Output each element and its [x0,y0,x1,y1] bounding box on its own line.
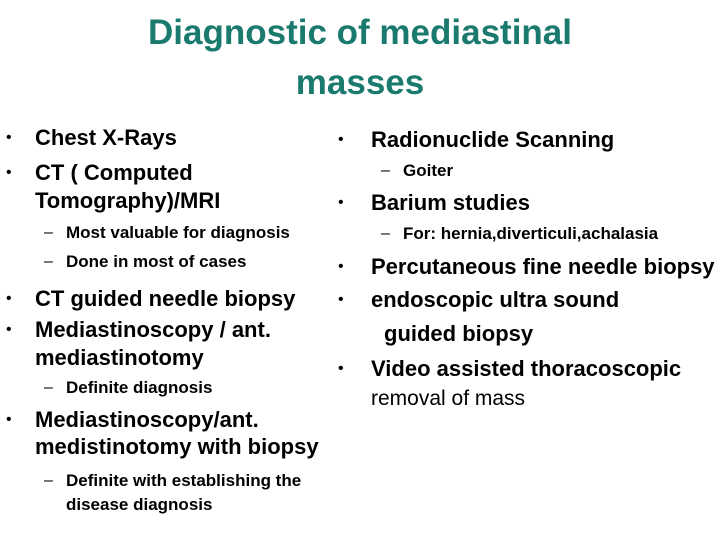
bullet-dot: • [6,411,12,428]
item-percutaneous: Percutaneous fine needle biopsy [371,254,715,279]
subitem-most-valuable: Most valuable for diagnosis [66,223,290,242]
item-chest-xray: Chest X-Rays [35,125,177,150]
bullet-dot: • [6,164,12,181]
bullet-dot: • [6,321,12,338]
item-vats-line1: Video assisted thoracoscopic [371,356,682,381]
bullet-dot: • [6,129,12,146]
item-barium: Barium studies [371,190,530,215]
item-ct-mri-line2: Tomography)/MRI [35,188,221,213]
item-ct-mri-line1: CT ( Computed [35,160,193,185]
item-mediastinoscopy-biopsy-line1: Mediastinoscopy/ant. [35,407,259,432]
item-vats-line2: removal of mass [371,387,526,410]
bullet-dot: • [338,360,344,377]
subitem-goiter: Goiter [403,161,454,180]
subitem-definite-diagnosis: Definite diagnosis [66,378,213,397]
bullet-dot: • [338,131,344,148]
item-mediastinoscopy-line1: Mediastinoscopy / ant. [35,317,271,342]
bullet-dot: • [6,290,12,307]
bullet-dot: • [338,291,344,308]
bullet-dash: – [381,225,390,242]
bullet-dot: • [338,194,344,211]
item-endoscopic-line2: guided biopsy [384,321,534,346]
bullet-dash: – [44,379,53,396]
subitem-definite-establishing-line2: disease diagnosis [66,495,213,514]
item-ct-guided-biopsy: CT guided needle biopsy [35,286,296,311]
subitem-barium-for: For: hernia,diverticuli,achalasia [403,224,659,243]
subitem-done-most-cases: Done in most of cases [66,252,247,271]
bullet-dash: – [44,224,53,241]
subitem-definite-establishing-line1: Definite with establishing the [66,471,302,490]
item-mediastinoscopy-line2: mediastinotomy [35,345,204,370]
bullet-dash: – [44,253,53,270]
item-mediastinoscopy-biopsy-line2: medistinotomy with biopsy [35,434,319,459]
bullet-dash: – [381,162,390,179]
bullet-dot: • [338,258,344,275]
bullet-dash: – [44,472,53,489]
item-endoscopic-line1: endoscopic ultra sound [371,287,620,312]
title-line-1: Diagnostic of mediastinal [148,13,572,52]
title-line-2: masses [295,63,425,102]
item-radionuclide: Radionuclide Scanning [371,127,615,152]
